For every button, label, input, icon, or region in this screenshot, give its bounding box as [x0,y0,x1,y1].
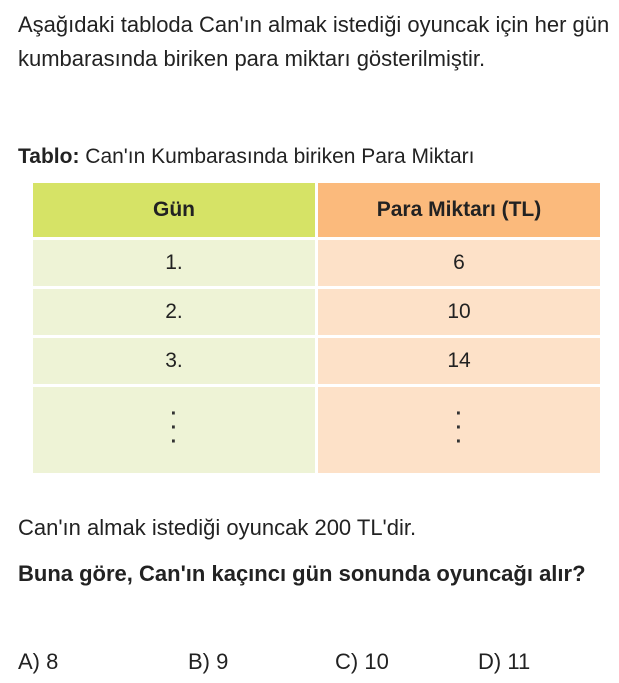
table-header-row [32,182,602,239]
choice-letter: D) [478,649,502,674]
table-caption-label: Tablo: [18,145,80,168]
choice-letter: A) [18,649,40,674]
vertical-ellipsis: · · · [170,402,178,453]
header-day: Gün [32,182,317,239]
choice-letter: B) [188,649,210,674]
intro-paragraph: Aşağıdaki tabloda Can'ın almak istediği oyuncak için her gün kumbarasında biriken para miktarı gösterilmiştir. [18,12,610,71]
choice-value: 10 [364,649,389,674]
cell-amount: 10 [317,288,602,337]
choice-letter: C) [335,649,359,674]
choice-value: 9 [216,649,229,674]
cell-day: 2. [32,288,317,337]
cell-day: 1. [32,239,317,288]
table-row-continuation [32,386,602,475]
choice-a[interactable] [18,646,58,678]
cell-amount: 14 [317,337,602,386]
table-row [32,288,602,337]
choice-b[interactable] [188,646,228,678]
table-row [32,239,602,288]
cell-amount: 6 [317,239,602,288]
choice-c[interactable] [335,646,389,678]
question-text: Buna göre, Can'ın kaçıncı gün sonunda oyuncağı alır? [18,561,586,586]
answer-choices [0,646,619,678]
condition-text: Can'ın almak istediği oyuncak 200 TL'dir. [18,515,417,540]
choice-d[interactable] [478,646,530,678]
vertical-ellipsis: · · · [455,402,463,453]
cell-day: 3. [32,337,317,386]
choice-value: 8 [46,649,59,674]
choice-value: 11 [507,649,531,674]
header-amount: Para Miktarı (TL) [317,182,602,239]
cell-day-dots [32,386,317,475]
table-caption [18,142,474,172]
cell-amount-dots [317,386,602,475]
table-row [32,337,602,386]
money-table [30,180,603,476]
table-caption-text: Can'ın Kumbarasında biriken Para Miktarı [79,145,475,168]
